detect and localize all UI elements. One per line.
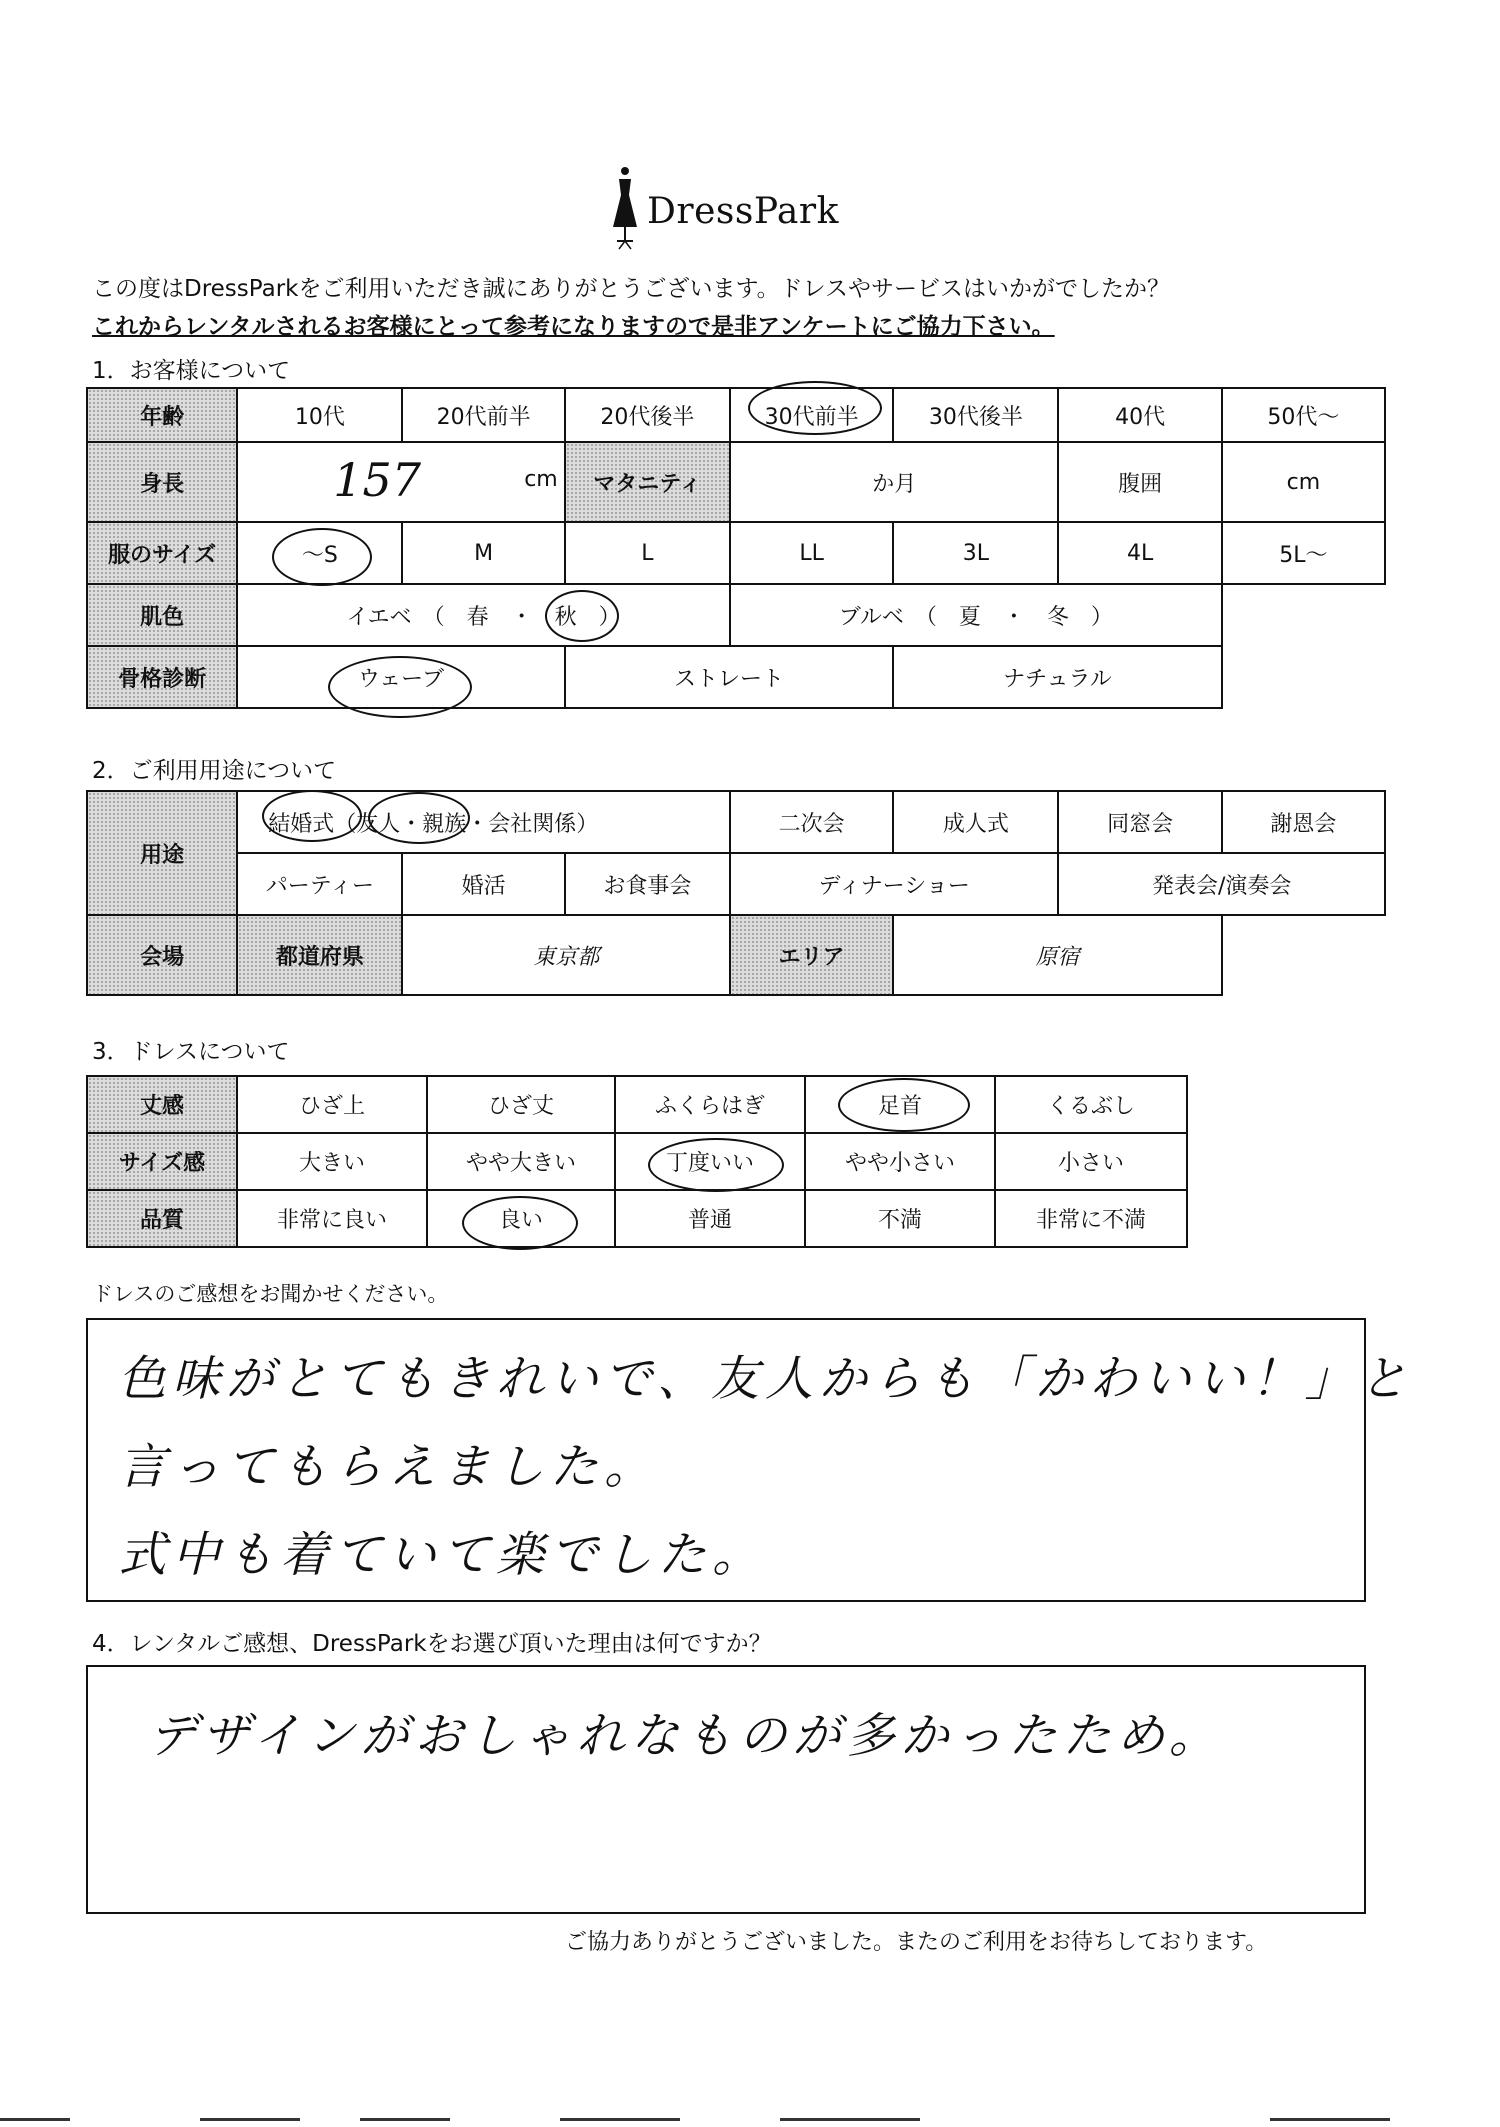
quality-option[interactable]: 不満 [805, 1190, 995, 1247]
venue-row [87, 915, 1385, 995]
prefecture-label: 都道府県 [237, 915, 402, 995]
purpose-label: 用途 [87, 791, 237, 915]
frame-label: 骨格診断 [87, 646, 237, 708]
brand-name: DressPark [647, 191, 839, 232]
comment-prompt: ドレスのご感想をお聞かせください。 [92, 1282, 449, 1306]
size-option-selected[interactable]: 〜S [237, 522, 402, 584]
purpose-option[interactable]: ディナーショー [730, 853, 1059, 915]
comment-line: 言ってもらえました。 [118, 1439, 659, 1495]
purpose-option[interactable]: 発表会/演奏会 [1058, 853, 1385, 915]
purpose-option[interactable]: 成人式 [893, 791, 1058, 853]
dress-table [86, 1075, 1188, 1248]
length-option[interactable]: ひざ上 [237, 1076, 427, 1133]
quality-option[interactable]: 普通 [615, 1190, 805, 1247]
size-label: 服のサイズ [87, 522, 237, 584]
prefecture-value[interactable]: 東京都 [402, 915, 730, 995]
section3-title: 3．ドレスについて [92, 1039, 290, 1065]
intro-text: この度はDressParkをご利用いただき誠にありがとうございます。ドレスやサービスはいかがでしたか？ [92, 276, 1170, 302]
skin-label: 肌色 [87, 584, 237, 646]
age-option[interactable]: 10代 [237, 388, 402, 442]
length-option[interactable]: ひざ丈 [427, 1076, 615, 1133]
intro-request: これからレンタルされるお客様にとって参考になりますので是非アンケートにご協力下さい。 [92, 314, 1055, 340]
section4-title: 4．レンタルご感想、DressParkをお選び頂いた理由は何ですか？ [92, 1631, 772, 1657]
length-option[interactable]: くるぶし [995, 1076, 1187, 1133]
waist-label: 腹囲 [1058, 442, 1221, 522]
skin-row [87, 584, 1385, 646]
purpose-wedding[interactable]: 結婚式（友人・親族・会社関係） [237, 791, 730, 853]
frame-row [87, 646, 1385, 708]
fit-row [87, 1133, 1187, 1190]
section2-title: 2．ご利用用途について [92, 758, 337, 784]
quality-option[interactable]: 非常に不満 [995, 1190, 1187, 1247]
scan-artifact [200, 2118, 300, 2121]
size-option[interactable]: LL [730, 522, 893, 584]
skin-blue[interactable]: ブルベ （ 夏 ・ 冬 ） [730, 584, 1222, 646]
frame-option[interactable]: ストレート [565, 646, 894, 708]
fit-option[interactable]: 大きい [237, 1133, 427, 1190]
height-unit: cm [524, 467, 558, 492]
age-option-selected[interactable]: 30代前半 [730, 388, 893, 442]
frame-option[interactable]: ナチュラル [893, 646, 1222, 708]
scan-artifact [360, 2118, 450, 2121]
scan-artifact [780, 2118, 920, 2121]
length-label: 丈感 [87, 1076, 237, 1133]
scan-artifact [1270, 2118, 1390, 2121]
purpose-option[interactable]: パーティー [237, 853, 402, 915]
customer-table [86, 387, 1386, 709]
length-option[interactable]: ふくらはぎ [615, 1076, 805, 1133]
area-label: エリア [730, 915, 893, 995]
age-label: 年齢 [87, 388, 237, 442]
maternity-label: マタニティ [565, 442, 730, 522]
scan-artifact [0, 2118, 70, 2121]
purpose-table [86, 790, 1386, 996]
size-row [87, 522, 1385, 584]
purpose-option[interactable]: 婚活 [402, 853, 564, 915]
age-option[interactable]: 20代前半 [402, 388, 564, 442]
reason-answer: デザインがおしゃれなものが多かったため。 [148, 1708, 1223, 1764]
quality-option-selected[interactable]: 良い [427, 1190, 615, 1247]
height-label: 身長 [87, 442, 237, 522]
purpose-option[interactable]: お食事会 [565, 853, 730, 915]
dresspark-logo [605, 165, 865, 255]
size-option[interactable]: L [565, 522, 730, 584]
venue-label: 会場 [87, 915, 237, 995]
maternity-months[interactable]: か月 [730, 442, 1059, 522]
height-value: 157 [333, 453, 422, 507]
age-option[interactable]: 40代 [1058, 388, 1221, 442]
purpose-row-2 [87, 853, 1385, 915]
size-option[interactable]: 5L〜 [1222, 522, 1385, 584]
waist-unit[interactable]: cm [1222, 442, 1385, 522]
dress-silhouette-icon [605, 165, 645, 255]
reason-answer-box[interactable] [86, 1665, 1366, 1914]
height-field[interactable] [237, 442, 565, 522]
age-option[interactable]: 30代後半 [893, 388, 1058, 442]
quality-row [87, 1190, 1187, 1247]
fit-option[interactable]: やや大きい [427, 1133, 615, 1190]
fit-label: サイズ感 [87, 1133, 237, 1190]
area-value[interactable]: 原宿 [893, 915, 1222, 995]
section1-title: 1．お客様について [92, 358, 291, 384]
fit-option[interactable]: 小さい [995, 1133, 1187, 1190]
age-row [87, 388, 1385, 442]
quality-option[interactable]: 非常に良い [237, 1190, 427, 1247]
length-option-selected[interactable]: 足首 [805, 1076, 995, 1133]
comment-line: 式中も着ていて楽でした。 [118, 1527, 767, 1583]
size-option[interactable]: M [402, 522, 564, 584]
size-option[interactable]: 4L [1058, 522, 1221, 584]
age-option[interactable]: 20代後半 [565, 388, 730, 442]
skin-yellow[interactable]: イエベ （ 春 ・ 秋 ） [237, 584, 730, 646]
height-row [87, 442, 1385, 522]
dress-comment-box[interactable] [86, 1318, 1414, 1602]
length-row [87, 1076, 1187, 1133]
frame-option-selected[interactable]: ウェーブ [237, 646, 565, 708]
age-option[interactable]: 50代〜 [1222, 388, 1385, 442]
purpose-option[interactable]: 謝恩会 [1222, 791, 1385, 853]
size-option[interactable]: 3L [893, 522, 1058, 584]
purpose-option[interactable]: 二次会 [730, 791, 893, 853]
quality-label: 品質 [87, 1190, 237, 1247]
scan-artifact [560, 2118, 680, 2121]
purpose-row-1 [87, 791, 1385, 853]
fit-option-selected[interactable]: 丁度いい [615, 1133, 805, 1190]
comment-line: 色味がとてもきれいで、友人からも「かわいい！」と [118, 1351, 1414, 1407]
purpose-option[interactable]: 同窓会 [1058, 791, 1221, 853]
thanks-message: ご協力ありがとうございました。またのご利用をお待ちしております。 [565, 1930, 1268, 1955]
fit-option[interactable]: やや小さい [805, 1133, 995, 1190]
